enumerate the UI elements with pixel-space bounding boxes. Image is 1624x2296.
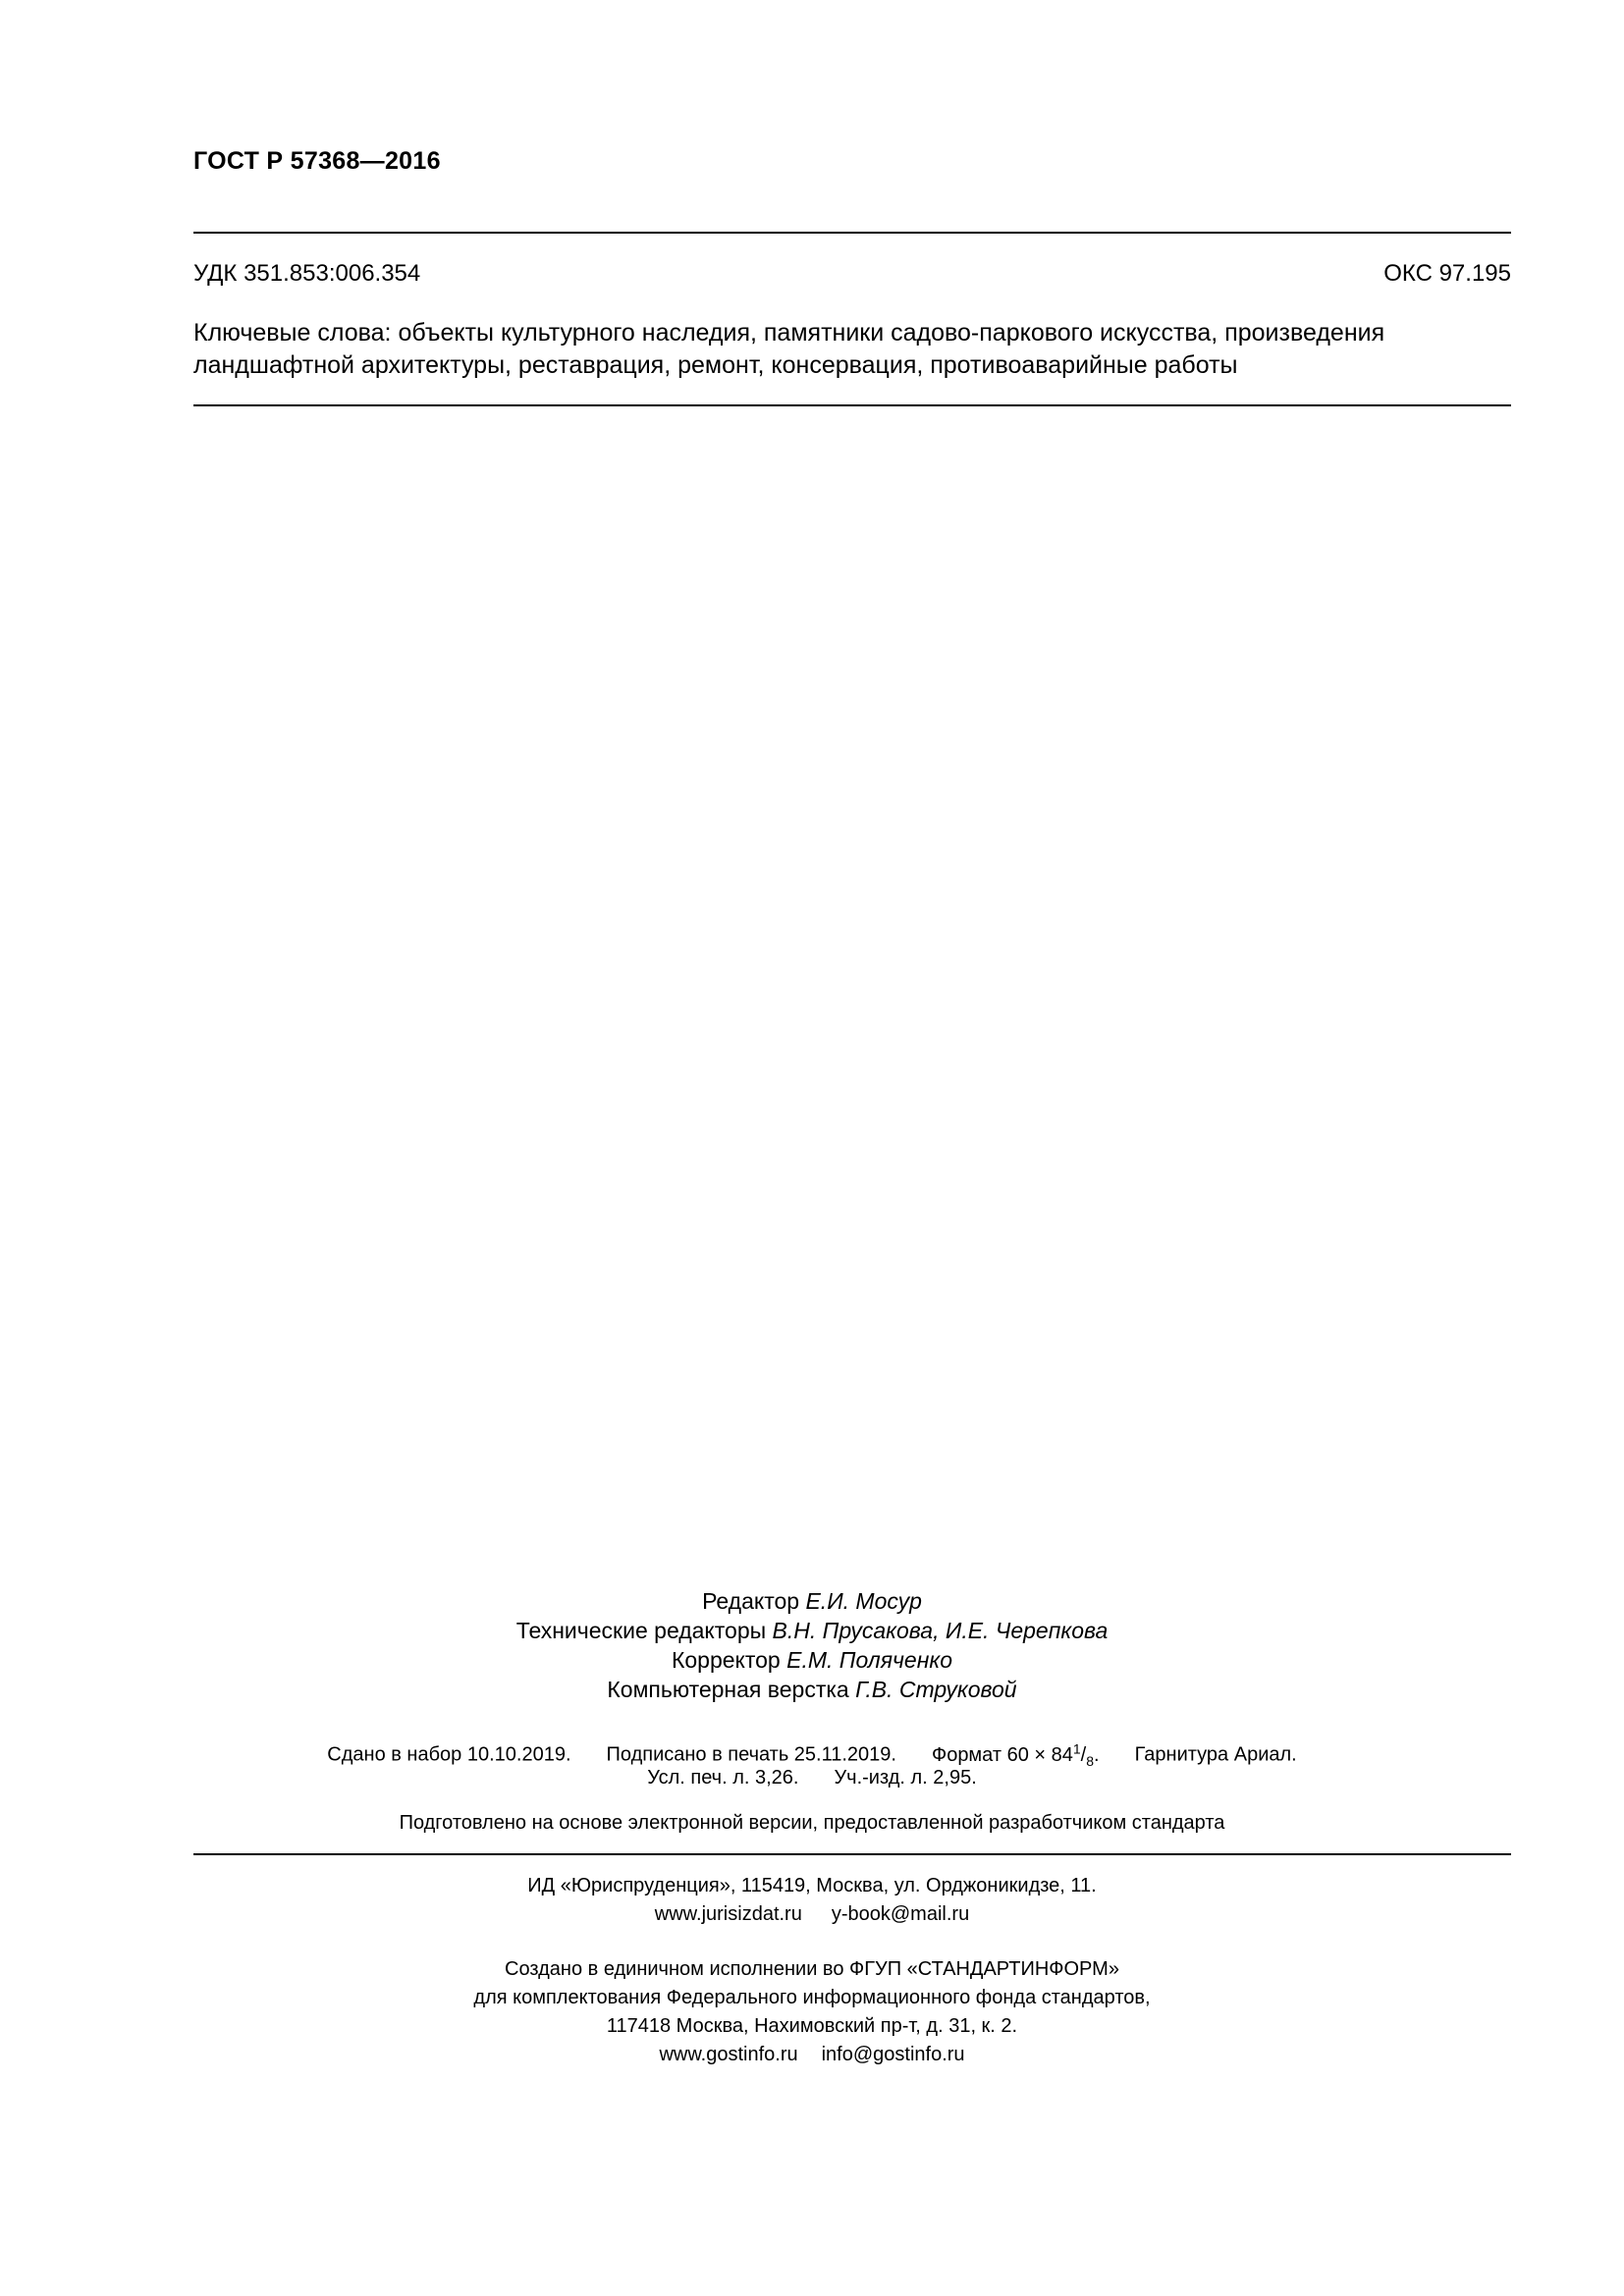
publisher-site-link[interactable]: www.jurisizdat.ru	[654, 1903, 802, 1925]
corrector-role: Корректор	[671, 1647, 787, 1673]
keywords-line-1: Ключевые слова: объекты культурного наследия, памятники садово-паркового искусства, произведения	[193, 319, 1385, 347]
publisher-email-link[interactable]: y-book@mail.ru	[831, 1903, 970, 1925]
layout-role: Компьютерная верстка	[607, 1677, 856, 1702]
publisher-contacts	[0, 1903, 1624, 1926]
editor-credit	[0, 1588, 1624, 1615]
keywords	[193, 317, 1511, 382]
oks-code: ОКС 97.195	[1383, 260, 1511, 287]
document-code: ГОСТ Р 57368—2016	[193, 147, 441, 175]
creator-line-2: для комплектования Федерального информационного фонда стандартов,	[473, 1987, 1151, 2008]
print-info-line-2	[0, 1763, 1624, 1792]
layout-name: Г.В. Струковой	[855, 1677, 1017, 1702]
divider-top	[193, 232, 1511, 234]
creator-line-3: 117418 Москва, Нахимовский пр-т, д. 31, к. 2.	[606, 2015, 1018, 2037]
format: Формат $60 \times 84^1/_8$.	[931, 1740, 1100, 1769]
typeface: Гарнитура Ариал.	[1134, 1743, 1297, 1766]
corrector-credit	[0, 1647, 1624, 1674]
keywords-line-2: ландшафтной архитектуры, реставрация, ремонт, консервация, противоаварийные работы	[193, 351, 1238, 379]
submitted-date: Сдано в набор 10.10.2019.	[327, 1743, 571, 1766]
signed-date: Подписано в печать 25.11.2019.	[606, 1743, 896, 1766]
divider-bottom	[193, 1853, 1511, 1855]
creator-site-link[interactable]: www.gostinfo.ru	[659, 2044, 798, 2065]
publisher-address: ИД «Юриспруденция», 115419, Москва, ул. Орджоникидзе, 11.	[527, 1875, 1097, 1896]
print-sheets: Усл. печ. л. 3,26.	[647, 1767, 799, 1789]
corrector-name: Е.М. Поляченко	[786, 1647, 953, 1673]
prepared-note: Подготовлено на основе электронной версии, предоставленной разработчиком стандарта	[399, 1812, 1225, 1834]
creator-line-1: Создано в единичном исполнении во ФГУП «СТАНДАРТИНФОРМ»	[505, 1958, 1119, 1980]
publication-sheets: Уч.-изд. л. 2,95.	[834, 1767, 977, 1789]
tech-editors-credit	[0, 1618, 1624, 1644]
editor-name: Е.И. Мосур	[805, 1588, 922, 1614]
creator-contacts	[0, 2044, 1624, 2066]
udk-code: УДК 351.853:006.354	[193, 260, 421, 287]
tech-editors-role: Технические редакторы	[515, 1618, 773, 1643]
layout-credit	[0, 1677, 1624, 1703]
tech-editors-names: В.Н. Прусакова, И.Е. Черепкова	[772, 1618, 1109, 1643]
editor-role: Редактор	[702, 1588, 806, 1614]
creator-email-link[interactable]: info@gostinfo.ru	[821, 2044, 965, 2065]
divider-keywords	[193, 404, 1511, 406]
